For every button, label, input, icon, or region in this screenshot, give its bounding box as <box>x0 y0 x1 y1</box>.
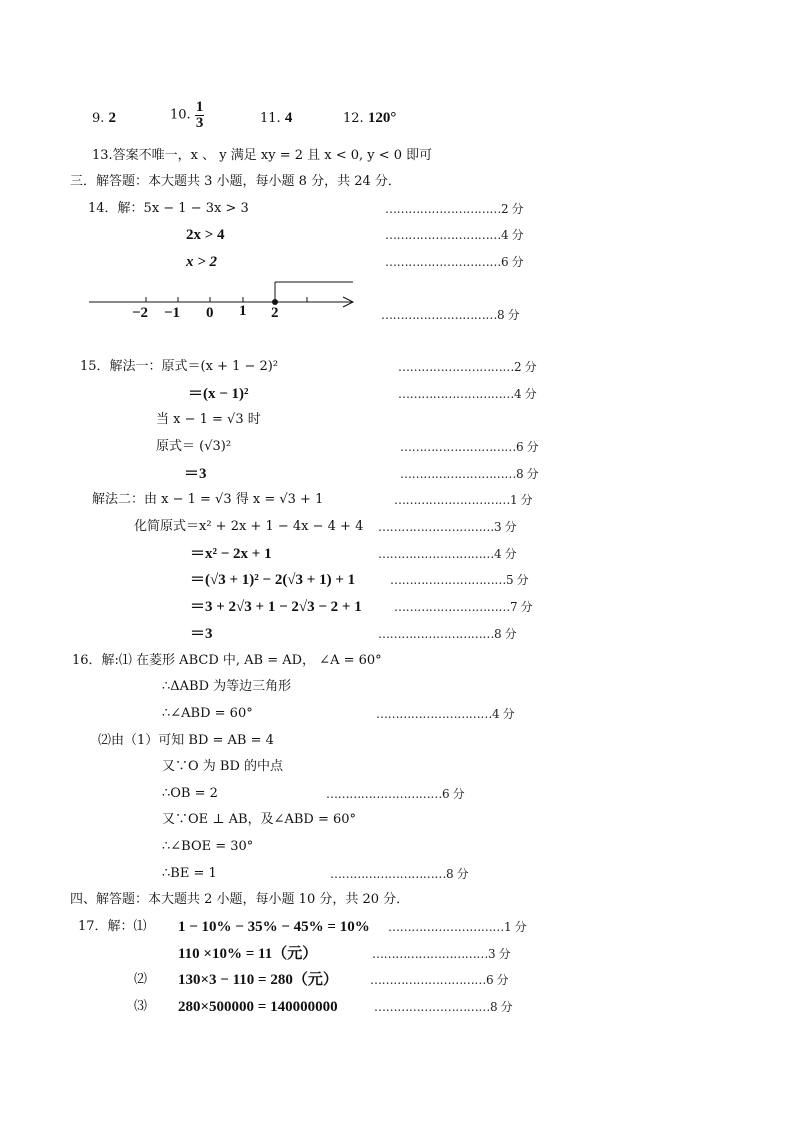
q15-line7: 化简原式＝x² + 2x + 1 − 4x − 4 + 4 <box>134 519 364 534</box>
q17-label4: ⑶ <box>134 999 148 1014</box>
q15-line9: ＝(√3 + 1)² − 2(√3 + 1) + 1 <box>190 572 356 588</box>
q17-label3: ⑵ <box>134 972 148 987</box>
q15-score10: …………………………7 分 <box>394 600 533 614</box>
q15-line6: 解法二：由 x − 1 = √3 得 x = √3 + 1 <box>92 492 324 507</box>
section3-heading: 三．解答题：本大题共 3 小题，每小题 8 分，共 24 分． <box>70 174 401 189</box>
q15-score1: …………………………2 分 <box>398 360 537 374</box>
q15-line5: ＝3 <box>184 466 207 482</box>
nl-label-1: 1 <box>239 303 247 319</box>
q15-score6: …………………………1 分 <box>394 493 533 507</box>
q15-line3: 当 x − 1 = √3 时 <box>156 412 261 427</box>
q16-line4: ⑵由（1）可知 BD = AB = 4 <box>98 733 274 748</box>
q10 <box>170 100 204 131</box>
q16-line8: ∴∠BOE = 30° <box>162 839 254 854</box>
q15-line8: ＝x² − 2x + 1 <box>190 546 272 562</box>
q11-number: 11. <box>260 111 281 126</box>
q14-line3: x > 2 <box>186 254 218 270</box>
nl-label-neg1: −1 <box>164 305 181 321</box>
q13: 13.答案不唯一，x 、 y 满足 xy = 2 且 x < 0, y < 0 即可 <box>92 148 433 163</box>
q16-line6: ∴OB = 2 <box>162 786 218 801</box>
q16-score9: …………………………8 分 <box>330 867 469 881</box>
q16-line7: 又∵OE ⊥ AB，及∠ABD = 60° <box>162 812 357 827</box>
q16-line1: 16．解:⑴ 在菱形 ABCD 中, AB = AD， ∠A = 60° <box>72 653 382 668</box>
q15-score2: …………………………4 分 <box>398 387 537 401</box>
q17-score3: …………………………6 分 <box>370 973 509 987</box>
q17-label: 17．解：⑴ <box>78 919 147 934</box>
q15-score8: …………………………4 分 <box>378 547 517 561</box>
q16-line2: ∴ΔABD 为等边三角形 <box>162 679 292 694</box>
q15-score9: …………………………5 分 <box>390 573 529 587</box>
q17-line1: 1 − 10% − 35% − 45% = 10% <box>178 919 370 935</box>
q10-denominator: 3 <box>195 115 204 131</box>
q10-numerator: 1 <box>195 99 204 115</box>
q17-score2: …………………………3 分 <box>372 947 511 961</box>
q9 <box>92 110 116 127</box>
q9-number: 9. <box>92 111 105 126</box>
q17-score1: …………………………1 分 <box>388 920 527 934</box>
q12 <box>343 110 396 127</box>
nl-label-2: 2 <box>271 305 279 321</box>
q16-line3: ∴∠ABD = 60° <box>162 706 253 721</box>
nl-label-0: 0 <box>206 305 214 321</box>
q15-line10: ＝3 + 2√3 + 1 − 2√3 − 2 + 1 <box>190 599 362 615</box>
q11-answer: 4 <box>284 110 293 126</box>
q17-line4: 280×500000 = 140000000 <box>178 999 338 1015</box>
q11 <box>260 110 292 127</box>
q14-line2: 2x > 4 <box>186 227 225 243</box>
q15-line1: 15．解法一：原式＝(x + 1 − 2)² <box>80 359 279 374</box>
q15-line11: ＝3 <box>190 626 213 642</box>
q17-line3: 130×3 − 110 = 280（元） <box>178 972 338 988</box>
number-line <box>85 272 365 328</box>
q15-line2: ＝(x − 1)² <box>188 386 249 402</box>
q15-score4: …………………………6 分 <box>400 440 539 454</box>
q12-answer: 120° <box>367 110 397 126</box>
q17-score4: …………………………8 分 <box>374 1000 513 1014</box>
q10-fraction <box>195 100 205 131</box>
q15-score11: …………………………8 分 <box>378 627 517 641</box>
q16-score6: …………………………6 分 <box>326 787 465 801</box>
q16-score3: …………………………4 分 <box>376 707 515 721</box>
q10-number: 10. <box>170 107 191 123</box>
section4-heading: 四、解答题：本大题共 2 小题，每小题 10 分，共 20 分． <box>70 892 410 907</box>
q15-score7: …………………………3 分 <box>378 520 517 534</box>
q14-score2: …………………………4 分 <box>385 228 524 242</box>
q16-line9: ∴BE = 1 <box>162 866 217 881</box>
q9-answer: 2 <box>108 110 117 126</box>
q17-line2: 110 ×10% = 11（元） <box>178 946 318 962</box>
q14-line1: 14．解：5x − 1 − 3x > 3 <box>88 201 249 216</box>
q14-score3: …………………………6 分 <box>385 255 524 269</box>
q12-number: 12. <box>343 111 364 126</box>
q14-score4: …………………………8 分 <box>381 308 520 322</box>
q16-line5: 又∵O 为 BD 的中点 <box>162 759 284 774</box>
q15-score5: …………………………8 分 <box>400 467 539 481</box>
q15-line4: 原式＝ (√3)² <box>156 439 232 454</box>
q14-score1: …………………………2 分 <box>385 202 524 216</box>
nl-label-neg2: −2 <box>132 305 149 321</box>
